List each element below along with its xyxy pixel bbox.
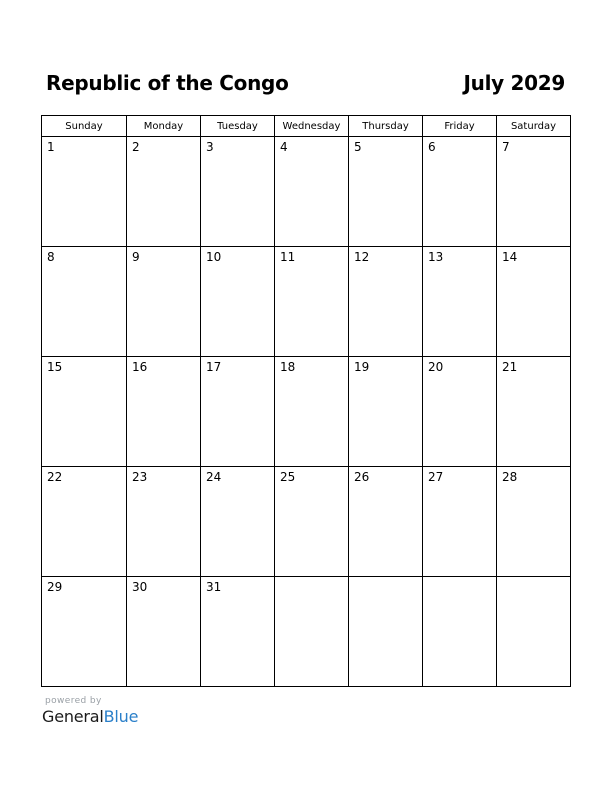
day-cell (201, 357, 275, 467)
day-number: 18 (280, 360, 296, 374)
day-cell (201, 137, 275, 247)
day-cell (201, 577, 275, 687)
day-cell (201, 247, 275, 357)
day-cell (127, 467, 201, 577)
day-number: 11 (280, 250, 296, 264)
day-number: 31 (206, 580, 222, 594)
weekday-header: Friday (423, 116, 497, 137)
day-cell (42, 577, 127, 687)
day-number: 24 (206, 470, 222, 484)
day-cell (42, 137, 127, 247)
week-row (42, 247, 571, 357)
day-number: 6 (428, 140, 436, 154)
day-number: 20 (428, 360, 444, 374)
day-number (275, 577, 348, 580)
day-number: 27 (428, 470, 444, 484)
day-number: 10 (206, 250, 222, 264)
day-cell (349, 577, 423, 687)
week-row (42, 577, 571, 687)
logo-general-text: General (42, 707, 104, 726)
day-number: 21 (502, 360, 518, 374)
day-cell (275, 357, 349, 467)
day-number: 4 (280, 140, 288, 154)
generalblue-logo[interactable] (42, 707, 138, 726)
day-cell (349, 357, 423, 467)
week-row (42, 467, 571, 577)
day-number: 22 (47, 470, 63, 484)
day-number: 2 (132, 140, 140, 154)
day-number: 12 (354, 250, 370, 264)
day-cell (42, 467, 127, 577)
day-number: 30 (132, 580, 148, 594)
day-number: 28 (502, 470, 518, 484)
weekday-header-row (42, 116, 571, 137)
weekday-header: Wednesday (275, 116, 349, 137)
day-cell (42, 357, 127, 467)
day-cell (423, 467, 497, 577)
day-number: 3 (206, 140, 214, 154)
day-number: 13 (428, 250, 444, 264)
weekday-header: Tuesday (201, 116, 275, 137)
day-cell (497, 357, 571, 467)
day-number: 5 (354, 140, 362, 154)
day-number: 19 (354, 360, 370, 374)
day-number: 25 (280, 470, 296, 484)
day-cell (275, 247, 349, 357)
day-cell (127, 247, 201, 357)
day-number: 8 (47, 250, 55, 264)
day-cell (497, 247, 571, 357)
day-number: 7 (502, 140, 510, 154)
day-cell (127, 577, 201, 687)
day-cell (349, 137, 423, 247)
day-cell (275, 467, 349, 577)
calendar-grid (41, 115, 571, 687)
calendar-month-title: July 2029 (463, 71, 565, 95)
day-cell (423, 577, 497, 687)
day-number: 1 (47, 140, 55, 154)
weekday-header: Saturday (497, 116, 571, 137)
day-cell (497, 577, 571, 687)
weekday-header: Sunday (42, 116, 127, 137)
day-number: 14 (502, 250, 518, 264)
day-cell (349, 247, 423, 357)
week-row (42, 357, 571, 467)
day-number: 16 (132, 360, 148, 374)
footer-branding (42, 696, 138, 726)
day-cell (201, 467, 275, 577)
day-cell (127, 137, 201, 247)
day-cell (349, 467, 423, 577)
day-number: 15 (47, 360, 63, 374)
day-number: 17 (206, 360, 222, 374)
day-cell (497, 137, 571, 247)
day-cell (275, 137, 349, 247)
day-number: 26 (354, 470, 370, 484)
day-cell (275, 577, 349, 687)
logo-blue-text: Blue (103, 707, 139, 726)
day-cell (423, 137, 497, 247)
day-number: 29 (47, 580, 63, 594)
day-number (349, 577, 422, 580)
day-cell (127, 357, 201, 467)
weekday-header: Monday (127, 116, 201, 137)
weekday-header: Thursday (349, 116, 423, 137)
day-number: 23 (132, 470, 148, 484)
day-number (423, 577, 496, 580)
day-cell (423, 357, 497, 467)
powered-by-label: powered by (45, 696, 102, 706)
calendar-country-title: Republic of the Congo (46, 71, 289, 95)
day-cell (42, 247, 127, 357)
week-row (42, 137, 571, 247)
day-number: 9 (132, 250, 140, 264)
day-cell (497, 467, 571, 577)
day-cell (423, 247, 497, 357)
day-number (497, 577, 570, 580)
